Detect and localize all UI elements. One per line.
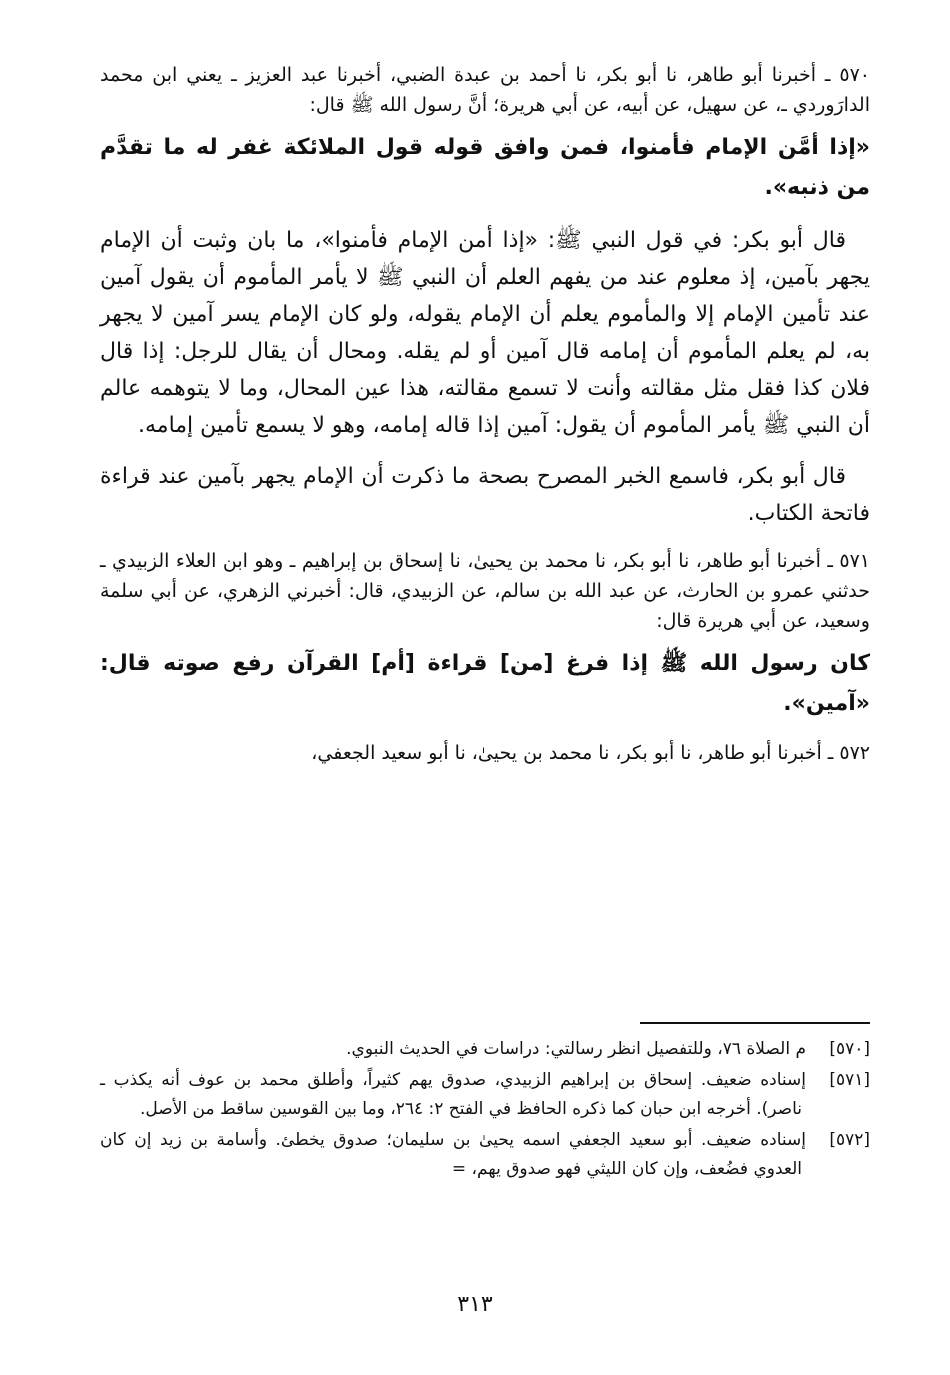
footnote-571 (100, 1066, 870, 1124)
footnote-572 (100, 1126, 870, 1184)
commentary-paragraph-2: قال أبو بكر، فاسمع الخبر المصرح بصحة ما ذكرت أن الإمام يجهر بآمين عند قراءة فاتحة الكتاب. (100, 464, 870, 526)
main-text-body (100, 60, 870, 776)
hadith-571-matn: كان رسول الله ﷺ إذا فرغ [من] قراءة [أم] القرآن رفع صوته قال: «آمين». (100, 651, 870, 716)
page-number: ٣١٣ (457, 1292, 493, 1317)
commentary-paragraph-1: قال أبو بكر: في قول النبي ﷺ: «إذا أمن الإمام فأمنوا»، ما بان وثبت أن الإمام يجهر بآمين، إذ معلوم عند من يفهم العلم أن النبي ﷺ لا يأمر المأموم أن يقول آمين عند تأمين الإمام إلا والمأموم يعلم أن الإمام يقوله، ولو كان الإمام يسر آمين لا يجهر به، لم يعلم المأموم أن إمامه قال آمين أو لم يقله. ومحال أن يقال للرجل: إذا قال فلان كذا فقل مثل مقالته وأنت لا تسمع مقالته، هذا عين المحال، وما لا يتوهمه عالم أن النبي ﷺ يأمر المأموم أن يقول: آمين إذا قاله إمامه، وهو لا يسمع تأمين إمامه. (100, 228, 870, 438)
hadith-572-chain: ٥٧٢ ـ أخبرنا أبو طاهر، نا أبو بكر، نا محمد بن يحيىٰ، نا أبو سعيد الجعفي، (311, 742, 870, 764)
footnote-separator (640, 1022, 870, 1024)
footnote-number: [٥٧٢] (829, 1130, 870, 1150)
footnote-570 (100, 1035, 870, 1064)
hadith-570-matn: «إذا أمَّن الإمام فأمنوا، فمن وافق قوله قول الملائكة غفر له ما تقدَّم من ذنبه». (100, 135, 870, 200)
footnotes (100, 1035, 870, 1186)
hadith-570-chain: ٥٧٠ ـ أخبرنا أبو طاهر، نا أبو بكر، نا أحمد بن عبدة الضبي، أخبرنا عبد العزيز ـ يعني ابن محمد الدارَوردي ـ، عن سهيل، عن أبيه، عن أبي هريرة؛ أنَّ رسول الله ﷺ قال: (100, 64, 870, 116)
footnote-text: م الصلاة ٧٦، وللتفصيل انظر رسالتي: دراسات في الحديث النبوي. (346, 1039, 806, 1059)
footnote-number: [٥٧٠] (829, 1039, 870, 1059)
hadith-571-chain: ٥٧١ ـ أخبرنا أبو طاهر، نا أبو بكر، نا محمد بن يحيىٰ، نا إسحاق بن إبراهيم ـ وهو ابن العلاء الزبيدي ـ حدثني عمرو بن الحارث، عن عبد الله بن سالم، عن الزبيدي، قال: أخبرني الزهري، عن أبي سلمة وسعيد، عن أبي هريرة قال: (100, 550, 870, 632)
footnote-text: إسناده ضعيف. أبو سعيد الجعفي اسمه يحيىٰ بن سليمان؛ صدوق يخطئ. وأسامة بن زيد إن كان العدوي فضُعف، وإن كان الليثي فهو صدوق يهم، = (100, 1130, 806, 1179)
footnote-text: إسناده ضعيف. إسحاق بن إبراهيم الزبيدي، صدوق يهم كثيراً، وأطلق محمد بن عوف أنه يكذب ـ ناصر). أخرجه ابن حبان كما ذكره الحافظ في الفتح ٢: ٢٦٤، وما بين القوسين ساقط من الأصل. (100, 1070, 806, 1119)
footnote-number: [٥٧١] (829, 1070, 870, 1090)
